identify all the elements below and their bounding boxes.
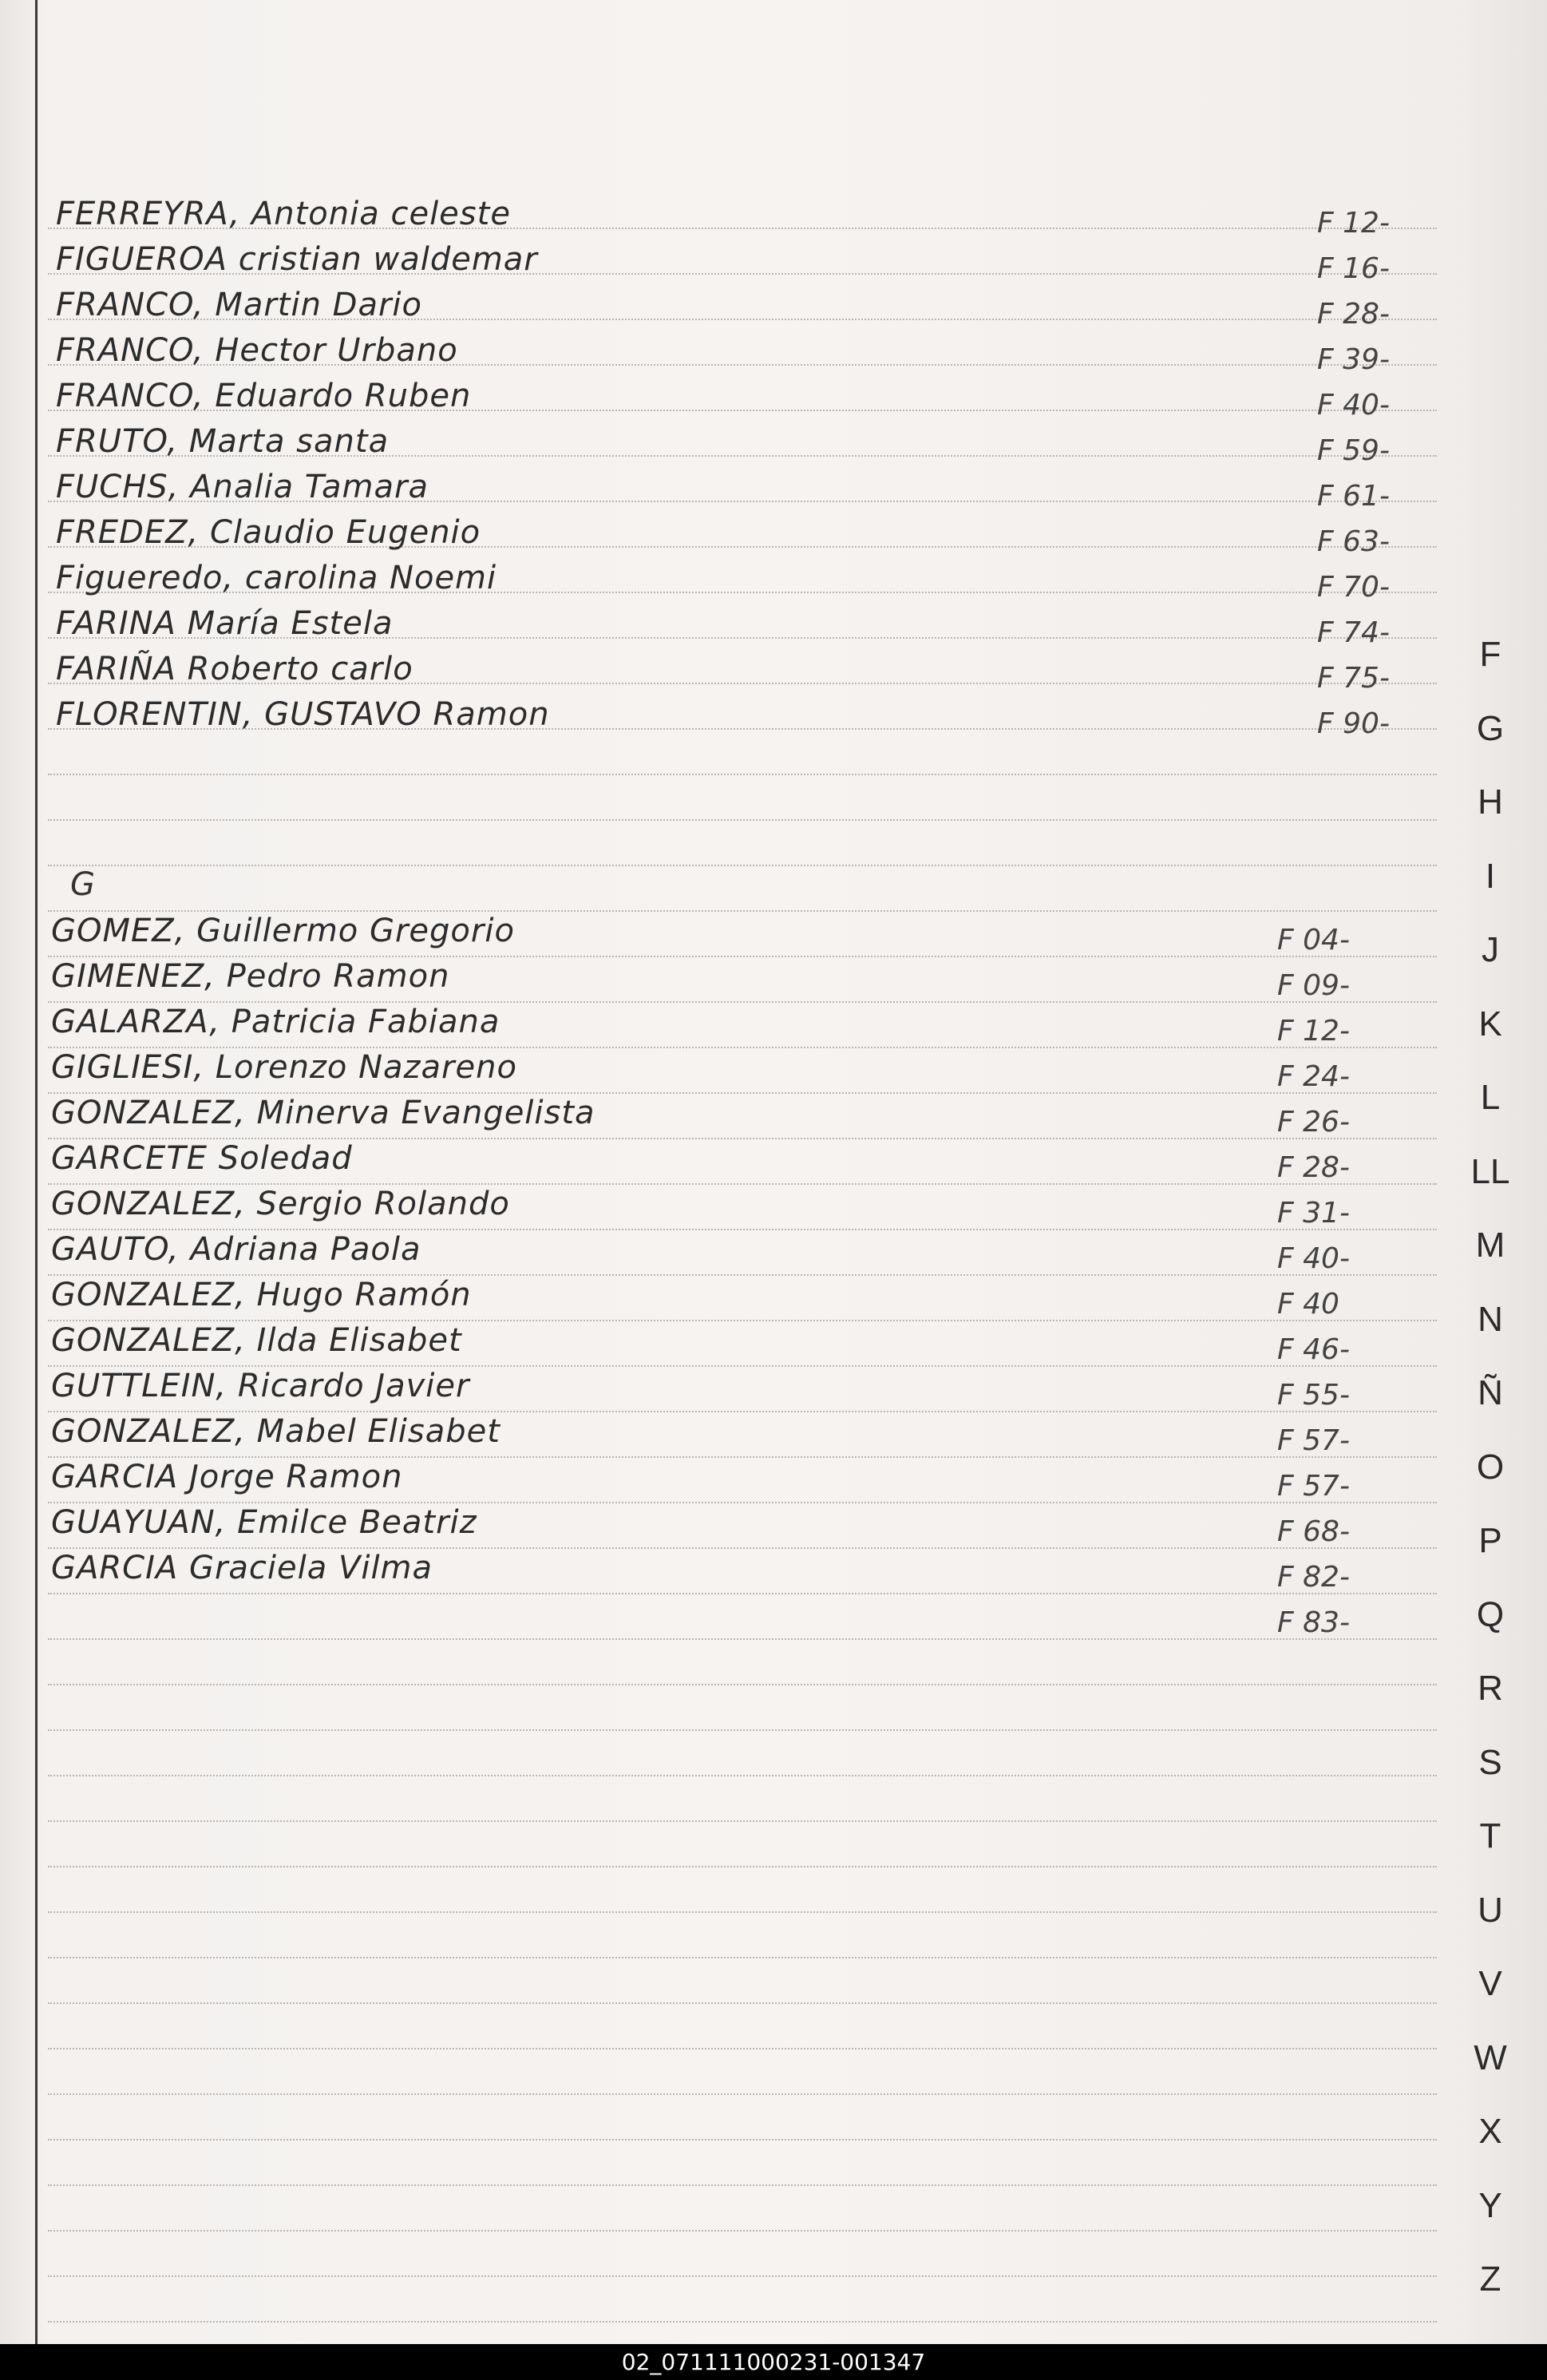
entry-folio: F 61- [1317,480,1390,513]
entry-name: GONZALEZ, Minerva Evangelista [51,1095,595,1131]
index-tab-l[interactable]: L [1480,1078,1501,1117]
index-tab-ñ[interactable]: Ñ [1478,1373,1503,1412]
entry-name: FRANCO, Martin Dario [56,287,422,323]
entry-folio: F 57- [1277,1424,1350,1457]
entry-folio: F 83- [1277,1606,1350,1639]
index-tab-v[interactable]: V [1478,1964,1502,2003]
index-tab-s[interactable]: S [1478,1742,1502,1782]
ruled-line [48,1456,1437,1458]
index-tab-g[interactable]: G [1476,708,1505,748]
margin-line [35,0,38,2344]
index-tab-n[interactable]: N [1478,1299,1503,1339]
ruled-line [48,1957,1437,1958]
ruled-line [48,2275,1437,2277]
section-g-heading: G [70,866,95,903]
index-tab-z[interactable]: Z [1479,2259,1502,2299]
image-identifier: 02_071111000231-001347 [0,2344,1547,2380]
entry-name: GARCIA Jorge Ramon [51,1459,403,1495]
ruled-line [48,1365,1437,1367]
index-tab-m[interactable]: M [1475,1226,1505,1265]
ruled-line [48,819,1437,821]
entry-name: FERREYRA, Antonia celeste [56,196,511,232]
index-tab-q[interactable]: Q [1476,1594,1505,1634]
entry-folio: F 12- [1277,1015,1350,1047]
entry-folio: F 75- [1317,662,1390,695]
ruled-line [48,865,1437,866]
entry-folio: F 59- [1317,434,1390,467]
ruled-line [48,2321,1437,2323]
ruled-line [48,1547,1437,1549]
entry-folio: F 16- [1317,252,1390,285]
index-tab-w[interactable]: W [1474,2037,1507,2077]
ruled-line [48,1274,1437,1276]
entry-folio: F 24- [1277,1060,1350,1093]
ruled-line [48,2093,1437,2095]
ruled-line [48,2139,1437,2140]
index-tab-i[interactable]: I [1485,856,1496,896]
entry-name: GAUTO, Adriana Paola [51,1231,421,1268]
ruled-line [48,2002,1437,2004]
ruled-line [48,1001,1437,1003]
entry-name: GONZALEZ, Ilda Elisabet [51,1322,462,1359]
ruled-line [48,1866,1437,1867]
entry-folio: F 63- [1317,525,1390,558]
entry-name: FLORENTIN, GUSTAVO Ramon [56,696,550,733]
ruled-line [48,1729,1437,1731]
entry-name: GUTTLEIN, Ricardo Javier [51,1368,470,1404]
index-tab-k[interactable]: K [1478,1004,1502,1043]
ruled-line [48,1502,1437,1503]
entry-folio: F 28- [1317,298,1390,331]
entry-name: Figueredo, carolina Noemi [56,560,497,596]
entry-folio: F 31- [1277,1197,1350,1230]
entry-name: FREDEZ, Claudio Eugenio [56,514,481,551]
ruled-line [48,1047,1437,1048]
entry-name: GARCIA Graciela Vilma [51,1550,433,1586]
entry-name: FIGUEROA cristian waldemar [56,241,538,278]
entry-folio: F 28- [1277,1151,1350,1184]
entry-name: FRANCO, Eduardo Ruben [56,378,472,414]
entry-folio: F 26- [1277,1106,1350,1139]
entry-folio: F 46- [1277,1333,1350,1366]
index-tab-u[interactable]: U [1478,1890,1503,1930]
entry-folio: F 90- [1317,707,1390,740]
ruled-line [48,1775,1437,1776]
entry-name: GONZALEZ, Sergio Rolando [51,1186,510,1222]
ruled-line [48,1320,1437,1321]
ruled-line [48,1138,1437,1139]
ruled-line [48,1684,1437,1685]
entry-folio: F 68- [1277,1515,1350,1548]
entry-folio: F 57- [1277,1470,1350,1503]
entry-name: FRUTO, Marta santa [56,423,390,460]
entry-folio: F 09- [1277,969,1350,1002]
index-tab-x[interactable]: X [1478,2112,1502,2151]
ruled-line [48,1911,1437,1913]
entry-folio: F 70- [1317,571,1390,604]
entry-name: GOMEZ, Guillermo Gregorio [51,913,515,949]
entry-name: GONZALEZ, Mabel Elisabet [51,1413,500,1450]
index-tab-r[interactable]: R [1478,1669,1503,1708]
entry-name: FARINA María Estela [56,605,394,642]
index-tab-t[interactable]: T [1479,1816,1502,1855]
ruled-line [48,1638,1437,1640]
ruled-line [48,956,1437,957]
entry-name: GARCETE Soledad [51,1140,353,1177]
ruled-line [48,2048,1437,2049]
entry-name: GIGLIESI, Lorenzo Nazareno [51,1049,517,1086]
entry-folio: F 82- [1277,1561,1350,1594]
ruled-line [48,2230,1437,2231]
entry-folio: F 40 [1277,1288,1339,1321]
ruled-line [48,910,1437,912]
entry-name: FARIÑA Roberto carlo [56,651,413,687]
entry-name: GIMENEZ, Pedro Ramon [51,958,450,995]
ruled-line [48,1820,1437,1822]
entry-name: GUAYUAN, Emilce Beatriz [51,1504,477,1541]
index-tab-o[interactable]: O [1476,1447,1505,1487]
entry-folio: F 55- [1277,1379,1350,1412]
ruled-line [48,1411,1437,1412]
index-tab-p[interactable]: P [1478,1521,1502,1560]
entry-name: GALARZA, Patricia Fabiana [51,1004,500,1040]
index-tab-f[interactable]: F [1479,635,1502,674]
entry-folio: F 74- [1317,616,1390,649]
ruled-line [48,1183,1437,1185]
ruled-line [48,774,1437,775]
entry-name: FUCHS, Analia Tamara [56,469,429,505]
entry-folio: F 12- [1317,207,1390,240]
entry-folio: F 04- [1277,924,1350,956]
index-tab-h[interactable]: H [1478,782,1503,822]
entry-folio: F 40- [1277,1242,1350,1275]
ruled-line [48,1229,1437,1230]
entry-folio: F 39- [1317,343,1390,376]
entry-name: FRANCO, Hector Urbano [56,332,458,369]
ruled-line [48,1092,1437,1094]
index-tab-y[interactable]: Y [1478,2185,1502,2225]
index-tab-j[interactable]: J [1482,930,1499,969]
ruled-line [48,1593,1437,1594]
entry-folio: F 40- [1317,389,1390,422]
entry-name: GONZALEZ, Hugo Ramón [51,1277,472,1313]
index-tab-ll[interactable]: LL [1470,1151,1510,1191]
ruled-line [48,2184,1437,2186]
